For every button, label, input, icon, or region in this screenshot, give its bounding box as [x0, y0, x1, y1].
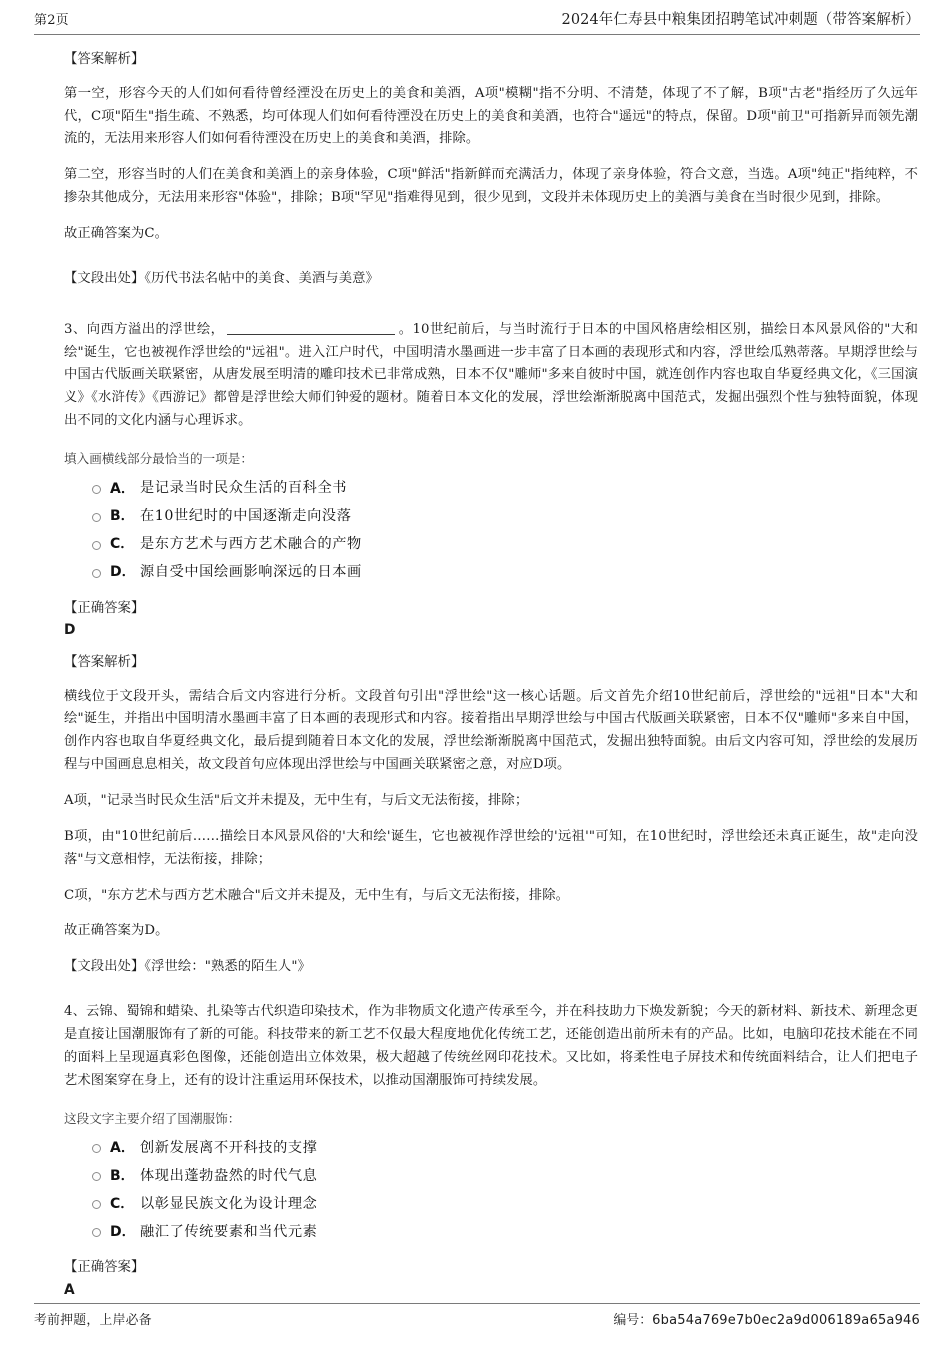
document-title: 2024年仁寿县中粮集团招聘笔试冲刺题（带答案解析） [561, 12, 920, 28]
question-4-stem: 4、云锦、蜀锦和蜡染、扎染等古代织造印染技术，作为非物质文化遗产传承至今，并在科技助力下焕发新貌；今天的新材料、新技术、新理念更是直接让国潮服饰有了新的可能。科技带来的新工艺不仅最大程度地优化传统工艺，还能创造出前所未有的产品。比如，电脑印花技术能在不同的面料上呈现逼真彩色图像，还能创造出立体效果，极大超越了传统丝网印花技术。又比如，将柔性电子屏技术和传统面料结合，让人们把电子艺术图案穿在身上，还有的设计注重运用环保技术，以推动国潮服饰可持续发展。 [64, 1004, 918, 1088]
code-label: 编号： [613, 1312, 653, 1328]
option-key: B． [110, 1167, 135, 1184]
option-key: A． [110, 1140, 135, 1157]
spacer [34, 643, 918, 652]
source-label-q3: 【文段出处】 [64, 959, 145, 975]
radio-button-icon[interactable] [92, 513, 101, 522]
source-text-q3: 《浮世绘："熟悉的陌生人"》 [144, 959, 311, 975]
answer-analysis-label-q2: 【答案解析】 [64, 52, 145, 68]
spacer [34, 1248, 918, 1257]
spacer [34, 677, 918, 686]
q3-conclusion: 故正确答案为D。 [64, 923, 169, 939]
option-key: A． [110, 480, 135, 497]
option-key: D． [110, 564, 136, 581]
question-3-options [34, 479, 918, 583]
q3-option-c-note: C项，"东方艺术与西方艺术融合"后文并未提及，无中生有，与后文无法衔接，排除。 [64, 887, 569, 903]
correct-answer-label-q3: 【正确答案】 [64, 600, 145, 616]
q2-conclusion: 故正确答案为C。 [64, 226, 169, 242]
radio-button-icon[interactable] [92, 1144, 101, 1153]
radio-button-icon[interactable] [92, 1228, 101, 1237]
question-3-number: 3、 [64, 321, 87, 337]
option-row[interactable] [92, 1223, 918, 1243]
spacer [34, 1099, 918, 1108]
page-number-label: 第2页 [34, 13, 69, 29]
code-value: 6ba54a769e7b0ec2a9d006189a65a946 [652, 1312, 920, 1328]
option-row[interactable] [92, 535, 918, 555]
question-3-stem-before-blank: 向西方溢出的浮世绘， [86, 321, 225, 337]
option-key: B． [110, 508, 135, 525]
footer-code [613, 1309, 920, 1328]
option-key: C． [110, 536, 135, 553]
option-row[interactable] [92, 1139, 918, 1159]
option-key: D． [110, 1223, 136, 1240]
question-4-options [34, 1139, 918, 1243]
page-footer [34, 1303, 920, 1328]
option-row[interactable] [92, 479, 918, 499]
option-text: 体现出蓬勃盎然的时代气息 [140, 1167, 318, 1184]
option-text: 以彰显民族文化为设计理念 [140, 1195, 318, 1212]
spacer [34, 589, 918, 598]
document-body [34, 35, 918, 1302]
spacer [34, 439, 918, 448]
radio-button-icon[interactable] [92, 541, 101, 550]
footer-slogan: 考前押题，上岸必备 [34, 1312, 152, 1328]
option-text: 在10世纪时的中国逐渐走向没落 [140, 508, 352, 525]
question-3-stem-after-blank: 。10世纪前后，与当时流行于日本的中国风格唐绘相区别，描绘日本风景风俗的"大和绘"诞生，它也被视作浮世绘的"远祖"。进入江户时代，中国明清水墨画进一步丰富了日本画的表现形式和内容，浮世绘瓜熟蒂落。早期浮世绘与中国古代版画关联紧密，从唐发展至明清的雕印技术已非常成熟，日本不仅"雕师"多来自彼时中国，就连创作内容也取自华夏经典文化，《三国演义》《水浒传》《西游记》都曾是浮世绘大师们钟爱的题材。随着日本文化的发展，浮世绘渐渐脱离中国范式，发掘出强烈个性与独特面貌，体现出不同的文化内涵与心理诉求。 [64, 321, 918, 429]
q2-analysis-paragraph-2: 第二空，形容当时的人们在美食和美酒上的亲身体验，C项"鲜活"指新鲜而充满活力，体现了亲身体验，符合文意，当选。A项"纯正"指纯粹，不掺杂其他成分，无法用来形容"体验"，排除；B项"罕见"指难得见到，很少见到，文段并未体现历史上的美酒与美食在当时很少见到，排除。 [64, 167, 918, 206]
fill-in-blank [227, 334, 395, 335]
correct-answer-value-q4: A [64, 1281, 75, 1298]
correct-answer-label-q4: 【正确答案】 [64, 1260, 145, 1276]
q2-analysis-paragraph-1: 第一空，形容今天的人们如何看待曾经湮没在历史上的美食和美酒，A项"模糊"指不分明、不清楚，体现了不了解，B项"古老"指经历了久远年代，C项"陌生"指生疏、不熟悉，均可体现人们如何看待湮没在历史上的美食和美酒，也符合"遥远"的特点，保留。D项"前卫"可指新异而领先潮流的，无法用来形容人们如何看待湮没在历史上的美食和美酒，排除。 [64, 85, 918, 147]
option-key: C． [110, 1195, 135, 1212]
q2-source-line [34, 268, 918, 291]
option-row[interactable] [92, 1167, 918, 1187]
radio-button-icon[interactable] [92, 1172, 101, 1181]
q3-analysis-paragraph: 横线位于文段开头，需结合后文内容进行分析。文段首句引出"浮世绘"这一核心话题。后文首先介绍10世纪前后，浮世绘的"远祖"日本"大和绘"诞生，并指出中国明清水墨画丰富了日本画的表现形式和内容。接着指出早期浮世绘与中国古代版画关联紧密，日本不仅"雕师"多来自中国，创作内容也取自华夏经典文化，最后提到随着日本文化的发展，浮世绘渐渐脱离中国范式，发掘出独特面貌。由后文内容可知，浮世绘的发展历程与中国画息息相关，故文段首句应体现出浮世绘与中国画关联紧密之意，对应D项。 [64, 688, 918, 773]
radio-button-icon[interactable] [92, 1200, 101, 1209]
q3-source-line [34, 956, 918, 979]
spacer [34, 304, 918, 319]
option-row[interactable] [92, 563, 918, 583]
source-text-q2: 《历代书法名帖中的美食、美酒与美意》 [144, 270, 379, 286]
page-header [34, 10, 920, 35]
question-3-prompt: 填入画横线部分最恰当的一项是： [64, 451, 253, 467]
radio-button-icon[interactable] [92, 569, 101, 578]
question-4-prompt: 这段文字主要介绍了国潮服饰： [64, 1110, 241, 1126]
option-text: 创新发展离不开科技的支撑 [140, 1139, 318, 1156]
correct-answer-value-q3: D [64, 622, 76, 639]
answer-analysis-label-q3: 【答案解析】 [64, 655, 145, 671]
spacer [34, 259, 918, 268]
source-label-q2: 【文段出处】 [64, 270, 145, 286]
option-row[interactable] [92, 507, 918, 527]
option-text: 是记录当时民众生活的百科全书 [140, 480, 348, 497]
question-3-stem [34, 319, 918, 433]
option-text: 融汇了传统要素和当代元素 [140, 1223, 318, 1240]
spacer [34, 992, 918, 1001]
radio-button-icon[interactable] [92, 485, 101, 494]
option-text: 是东方艺术与西方艺术融合的产物 [140, 536, 362, 553]
option-row[interactable] [92, 1195, 918, 1215]
option-text: 源自受中国绘画影响深远的日本画 [140, 564, 362, 581]
spacer [34, 74, 918, 83]
q3-option-a-note: A项，"记录当时民众生活"后文并未提及，无中生有，与后文无法衔接，排除； [64, 792, 529, 808]
q3-option-b-note: B项，由"10世纪前后……描绘日本风景风俗的'大和绘'诞生，它也被视作浮世绘的'远祖'"可知，在10世纪时，浮世绘还未真正诞生，故"走向没落"与文意相悖，无法衔接，排除； [64, 828, 918, 867]
